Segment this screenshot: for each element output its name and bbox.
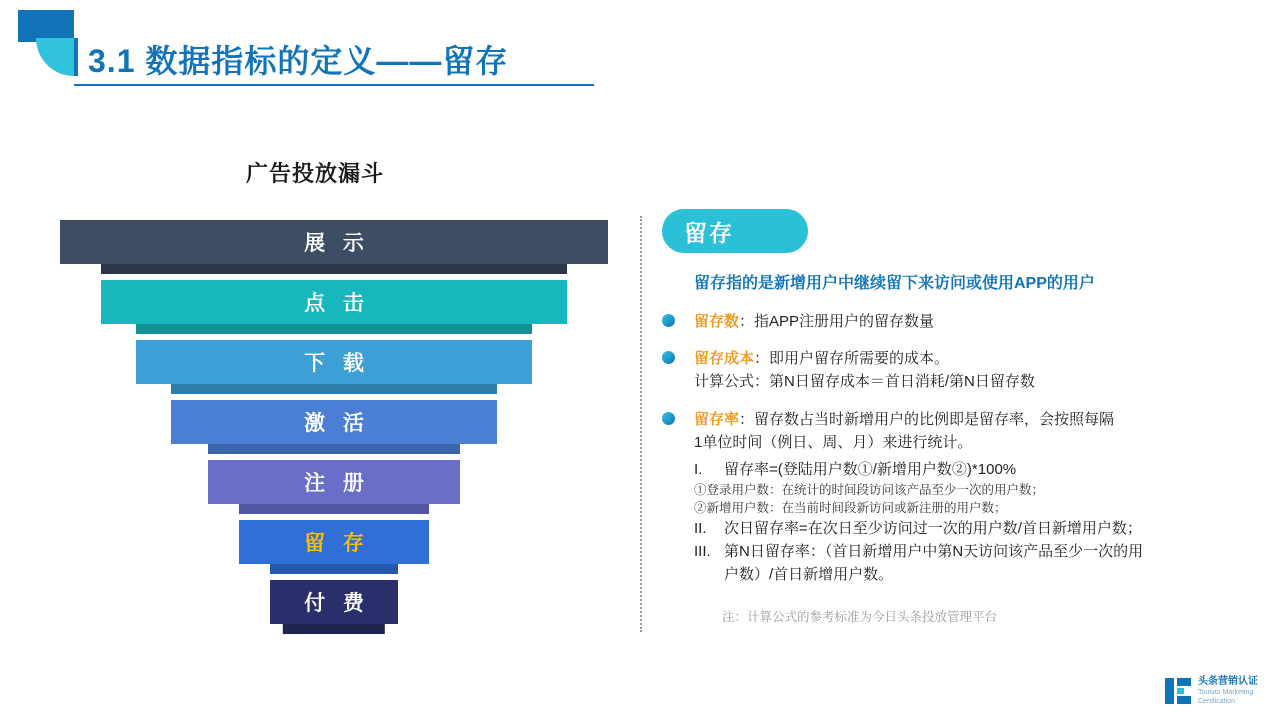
funnel-stage-label: 下 载	[136, 340, 532, 384]
bullet-separator: ：	[739, 313, 755, 330]
funnel-stage	[60, 280, 608, 334]
bullet-separator: ：	[739, 411, 755, 428]
funnel-stage-shadow	[136, 324, 532, 334]
funnel-stage	[60, 580, 608, 634]
logo-mark-icon	[1165, 678, 1191, 704]
funnel-title: 广告投放漏斗	[246, 161, 385, 186]
formula-text: ①登录用户数：在统计的时间段访问该产品至少一次的用户数；	[694, 483, 1045, 497]
funnel-stage-shadow	[208, 444, 460, 454]
vertical-divider	[640, 216, 642, 632]
formula-index: I.	[694, 461, 703, 478]
formula-text: 留存率=(登陆用户数①/新增用户数②)*100%	[724, 461, 1017, 478]
bullet-retention-count	[662, 310, 934, 333]
funnel-stage	[60, 460, 608, 514]
bullet-keyword: 留存数	[694, 313, 740, 330]
funnel-stage-label: 留 存	[239, 520, 429, 564]
formula-index: II.	[694, 520, 707, 537]
funnel-chart	[60, 220, 608, 640]
formula-line	[694, 458, 1143, 481]
formula-index: III.	[694, 543, 711, 560]
bullet-keyword: 留存成本	[694, 350, 755, 367]
bullet-text: 留存数占当时新增用户的比例即是留存率，会按照每隔	[754, 411, 1115, 428]
funnel-stage-label: 注 册	[208, 460, 460, 504]
title-underline	[74, 84, 594, 86]
funnel-stage-shadow	[239, 504, 429, 514]
funnel-stage-label: 激 活	[171, 400, 497, 444]
formula-text: 次日留存率=在次日至少访问过一次的用户数/首日新增用户数；	[724, 520, 1142, 537]
funnel-stage-label: 点 击	[101, 280, 567, 324]
formula-text: 户数）/首日新增用户数。	[724, 566, 894, 583]
bullet-retention-cost	[662, 347, 1035, 393]
formula-line	[694, 481, 1143, 499]
funnel-stage-label: 展 示	[60, 220, 608, 264]
logo-text-en-2: Certification	[1198, 698, 1235, 705]
formula-line	[694, 563, 1143, 586]
funnel-stage	[60, 400, 608, 454]
page-title: 3.1 数据指标的定义——留存	[88, 43, 509, 79]
bullet-text: 指APP注册用户的留存数量	[754, 313, 935, 330]
footnote: 注：计算公式的参考标准为今日头条投放管理平台	[722, 610, 998, 624]
bullet-text: 即用户留存所需要的成本。	[769, 350, 950, 367]
bullet-text-line2: 1单位时间（例日、周、月）来进行统计。	[694, 434, 973, 451]
bullet-dot-icon	[662, 412, 675, 425]
bullet-dot-icon	[662, 314, 675, 327]
status-badge-retention: 留存	[662, 209, 808, 253]
bullet-separator: ：	[754, 350, 770, 367]
bullet-text-line2: 计算公式：第N日留存成本＝首日消耗/第N日留存数	[694, 373, 1035, 390]
brand-logo	[1165, 676, 1258, 706]
funnel-stage-shadow	[283, 624, 385, 634]
formula-text: 第N日留存率：（首日新增用户中第N天访问该产品至少一次的用	[724, 543, 1144, 560]
formula-line	[694, 499, 1143, 517]
bullet-retention-rate	[662, 408, 1143, 586]
bullet-dot-icon	[662, 351, 675, 364]
retention-rate-formula-list	[694, 458, 1143, 586]
bullet-keyword: 留存率	[694, 411, 740, 428]
formula-text: ②新增用户数：在当前时间段新访问或新注册的用户数；	[694, 501, 1007, 515]
funnel-stage	[60, 340, 608, 394]
title-accent-bar	[74, 38, 78, 76]
logo-text-en-1: Toutiao Marketing	[1198, 689, 1254, 696]
lead-description: 留存指的是新增用户中继续留下来访问或使用APP的用户	[694, 275, 1095, 292]
formula-line	[694, 517, 1143, 540]
formula-line	[694, 540, 1143, 563]
funnel-stage-shadow	[270, 564, 398, 574]
funnel-stage	[60, 220, 608, 274]
logo-text-cn: 头条营销认证	[1198, 676, 1258, 687]
header-decoration-quarter-circle	[36, 38, 74, 76]
funnel-stage-shadow	[171, 384, 497, 394]
funnel-stage	[60, 520, 608, 574]
funnel-stage-shadow	[101, 264, 567, 274]
funnel-stage-label: 付 费	[270, 580, 398, 624]
